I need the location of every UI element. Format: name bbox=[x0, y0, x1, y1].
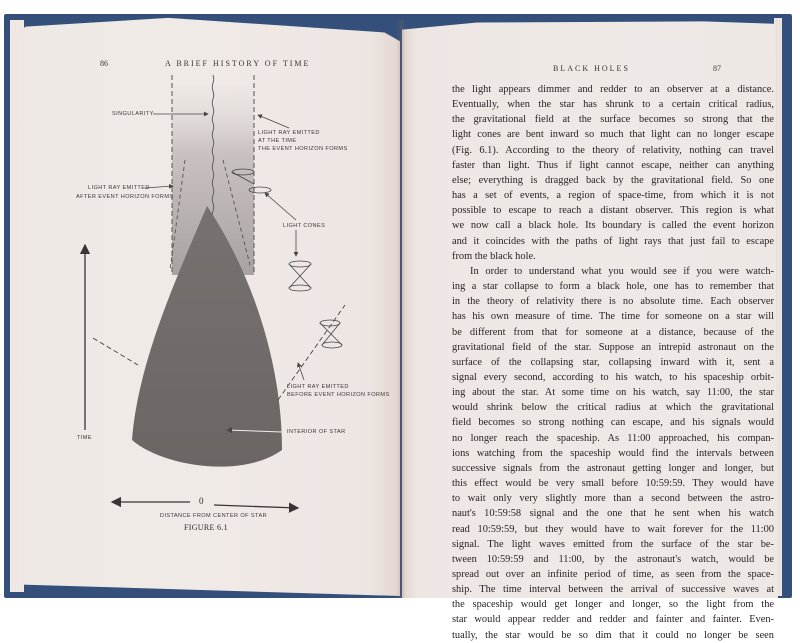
text-line: (Fig. 6.1). According to the theory of relativity, nothing can travel bbox=[452, 144, 774, 156]
text-line: and it coincides with the paths of light rays that just fail to escape bbox=[452, 235, 774, 247]
text-line: read 10:59:59, but they would have to wait forever for the 11:00 bbox=[452, 523, 774, 535]
text-line: the gravitational field at the surface becomes so strong that the bbox=[452, 114, 774, 126]
text-line: we now call a black hole. Its boundary is called the event horizon bbox=[452, 220, 774, 232]
text-line: Eventually, when the star has shrunk to a certain critical radius, bbox=[452, 99, 774, 111]
text-line: the spaceship would get longer and longer, so the light from the bbox=[452, 599, 774, 611]
text-line: else; everything is dragged back by the gravitational field. So one bbox=[452, 174, 774, 186]
text-line: successive signals from the astronaut getting longer and longer, but bbox=[452, 462, 774, 474]
black-hole-diagram bbox=[60, 60, 400, 550]
text-line: spread out over an infinite period of time, as seen from the space- bbox=[452, 569, 774, 580]
label-interior-of-star: INTERIOR OF STAR bbox=[287, 429, 346, 435]
text-line: has a set of events, a region of space-time, from which it is not bbox=[452, 190, 774, 202]
text-line: from the black hole. bbox=[452, 250, 536, 262]
label-light-ray-at-time-2: AT THE TIME bbox=[258, 138, 297, 144]
text-line: signal. The light waves emitted from the surface of the star be- bbox=[452, 538, 774, 550]
page-number-right: 87 bbox=[713, 64, 721, 73]
text-line: this effect would be very small before 10:59:59. They would have bbox=[452, 478, 774, 490]
label-light-ray-after-2: AFTER EVENT HORIZON FORMS bbox=[76, 194, 174, 200]
text-line: ions watching from the spaceship would find the intervals between bbox=[452, 447, 774, 459]
body-text bbox=[452, 82, 774, 643]
label-light-ray-at-time-3: THE EVENT HORIZON FORMS bbox=[258, 146, 348, 152]
text-line: has his own measure of time. The time for someone on a star will bbox=[452, 311, 774, 323]
text-line: naut's 10:59:58 signal and the one that he sent when his watch bbox=[452, 508, 774, 520]
text-line: possible to escape to reach a distant observer. This region is what bbox=[452, 205, 774, 217]
text-line: ship. The time interval between the arrival of successive waves at bbox=[452, 584, 774, 596]
text-line: to wait only very slightly more than a second between the astro- bbox=[452, 493, 774, 505]
text-line: faster than light. Thus if light cannot escape, neither can anything bbox=[452, 159, 774, 171]
light-cone-upright bbox=[289, 261, 311, 291]
text-line: in the theory of relativity there is no absolute time. Each observer bbox=[452, 296, 774, 308]
text-line: would shrink below the critical radius at which the gravitational bbox=[452, 402, 774, 414]
text-line: gravitational field of the star. Suppose an intrepid astronaut on the bbox=[452, 341, 774, 353]
label-origin: 0 bbox=[199, 496, 204, 506]
label-time-axis: TIME bbox=[77, 435, 92, 441]
running-head-right: BLACK HOLES bbox=[553, 64, 630, 73]
text-line: signal every second, according to his watch, to his spaceship orbit- bbox=[452, 371, 774, 383]
running-head-left: A BRIEF HISTORY OF TIME bbox=[165, 59, 311, 68]
text-line: ing a star collapse to form a black hole, one has to remember that bbox=[452, 281, 774, 293]
label-singularity: SINGULARITY bbox=[112, 111, 154, 117]
page-number-left: 86 bbox=[100, 59, 108, 68]
figure-caption: FIGURE 6.1 bbox=[184, 523, 228, 532]
label-light-ray-at-time-1: LIGHT RAY EMITTED bbox=[258, 130, 320, 136]
text-line: star would appear redder and redder and fainter and fainter. Even- bbox=[452, 614, 774, 626]
text-line: tually, the star would be so dim that it could no longer be seen bbox=[452, 629, 774, 641]
label-light-ray-before-1: LIGHT RAY EMITTED bbox=[287, 384, 349, 390]
text-line: In order to understand what you would see if you were watch- bbox=[470, 265, 774, 277]
label-distance-axis: DISTANCE FROM CENTER OF STAR bbox=[160, 513, 268, 519]
text-line: be different from that for someone at a distance, because of the bbox=[452, 326, 774, 338]
text-line: no longer reach the spaceship. As 11:00 approached, his compan- bbox=[452, 432, 774, 444]
text-line: tween 10:59:59 and 11:00, by the astronaut's watch, would be bbox=[452, 553, 774, 565]
label-light-cones: LIGHT CONES bbox=[283, 223, 326, 229]
text-line: light cones are bent inward so much that light can no longer escape bbox=[452, 129, 774, 141]
text-line: surface of the collapsing star, collapsing inward with it, sent a bbox=[452, 356, 774, 368]
label-light-ray-after-1: LIGHT RAY EMITTED bbox=[88, 185, 150, 191]
label-light-ray-before-2: BEFORE EVENT HORIZON FORMS bbox=[287, 392, 390, 398]
text-line: field becomes so strong nothing can escape, and his signals would bbox=[452, 417, 774, 429]
figure-6-1 bbox=[60, 60, 400, 550]
text-line: the light appears dimmer and redder to an observer at a distance. bbox=[452, 84, 774, 95]
text-line: ing about the star. At some time on his watch, say 11:00, the star bbox=[452, 387, 774, 399]
